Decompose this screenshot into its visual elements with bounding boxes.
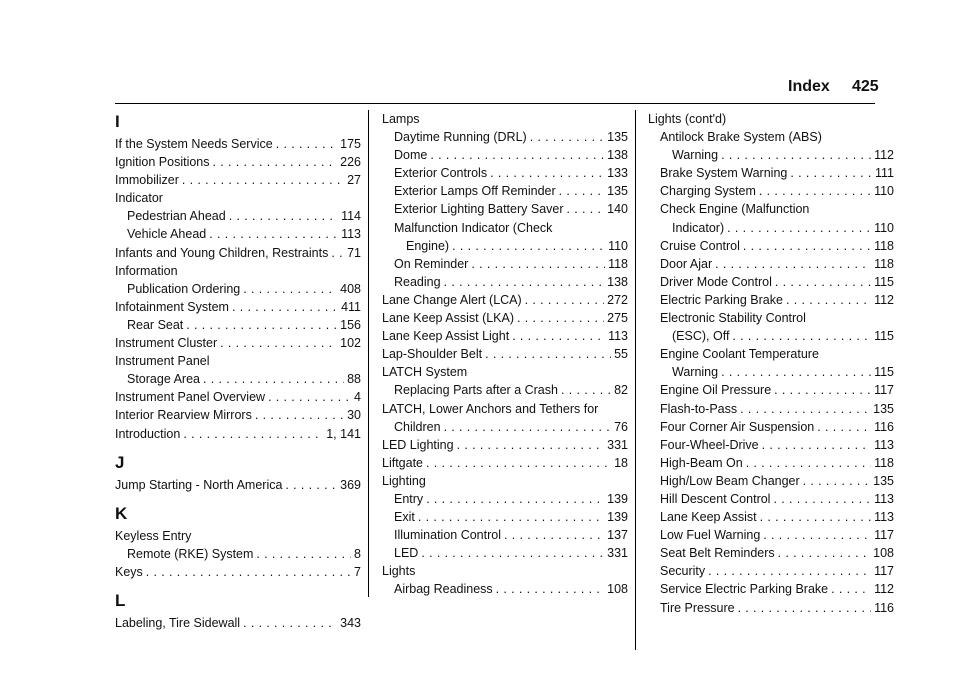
- index-subheading: Antilock Brake System (ABS): [660, 130, 822, 145]
- index-heading: Lights (cont'd): [648, 112, 727, 126]
- index-entry: If the System Needs Service . . . 175: [115, 135, 361, 153]
- index-subentry: Airbag Readiness . . . 108: [382, 580, 628, 598]
- index-subheading: Malfunction Indicator (Check: [394, 220, 553, 235]
- index-entry: Lap-Shoulder Belt . . . 55: [382, 345, 628, 363]
- page-header: [0, 78, 960, 104]
- index-subheading: Check Engine (Malfunction: [660, 202, 810, 217]
- index-subentry: Four-Wheel-Drive . . . 113: [648, 436, 894, 454]
- column-divider: [368, 110, 369, 597]
- index-subentry: Rear Seat . . . 156: [115, 316, 361, 334]
- index-entry: Ignition Positions . . . 226: [115, 153, 361, 171]
- index-heading: LATCH, Lower Anchors and Tethers for: [382, 401, 599, 416]
- index-subentry: Indicator) . . . 110: [648, 219, 894, 237]
- index-subentry: Engine) . . . 110: [382, 237, 628, 255]
- index-subentry: (ESC), Off . . . 115: [648, 327, 894, 345]
- index-subentry: Low Fuel Warning . . . 117: [648, 526, 894, 544]
- index-subentry: Replacing Parts after a Crash . . . 82: [382, 381, 628, 399]
- index-subentry: Exit . . . 139: [382, 508, 628, 526]
- index-subentry: Exterior Controls . . . 133: [382, 164, 628, 182]
- index-subentry: Cruise Control . . . 118: [648, 237, 894, 255]
- index-subentry: Dome . . . 138: [382, 146, 628, 164]
- index-entry: Jump Starting - North America . . . 369: [115, 476, 361, 494]
- index-subentry: Reading . . . 138: [382, 273, 628, 291]
- index-subentry: Publication Ordering . . . 408: [115, 280, 361, 298]
- index-subentry: Driver Mode Control . . . 115: [648, 273, 894, 291]
- index-subentry: Lane Keep Assist . . . 113: [648, 508, 894, 526]
- index-subentry: High/Low Beam Changer . . . 135: [648, 472, 894, 490]
- index-subentry: Entry . . . 139: [382, 490, 628, 508]
- section-letter: J: [115, 452, 125, 472]
- index-entry: Lane Keep Assist (LKA) . . . 275: [382, 309, 628, 327]
- index-subentry: Vehicle Ahead . . . 113: [115, 225, 361, 243]
- index-subentry: Remote (RKE) System . . . 8: [115, 545, 361, 563]
- index-subheading: Engine Coolant Temperature: [660, 347, 819, 362]
- index-entry: Lane Change Alert (LCA) . . . 272: [382, 291, 628, 309]
- index-column-2: [382, 110, 628, 599]
- index-entry: Interior Rearview Mirrors . . . 30: [115, 406, 361, 424]
- section-letter: K: [115, 503, 128, 523]
- index-entry: Introduction . . . 1, 141: [115, 425, 361, 443]
- index-subentry: LED . . . 331: [382, 544, 628, 562]
- index-entry: Immobilizer . . . 27: [115, 171, 361, 189]
- index-subentry: Exterior Lamps Off Reminder . . . 135: [382, 182, 628, 200]
- index-subentry: Hill Descent Control . . . 113: [648, 490, 894, 508]
- index-subentry: High-Beam On . . . 118: [648, 454, 894, 472]
- index-heading: Instrument Panel: [115, 354, 210, 369]
- index-column-3: [648, 110, 894, 617]
- index-heading: Lighting: [382, 473, 426, 488]
- column-divider: [635, 110, 636, 650]
- index-subentry: Illumination Control . . . 137: [382, 526, 628, 544]
- index-subentry: Engine Oil Pressure . . . 117: [648, 381, 894, 399]
- index-subentry: Seat Belt Reminders . . . 108: [648, 544, 894, 562]
- index-heading: Lights: [382, 564, 416, 579]
- index-entry: Infants and Young Children, Restraints . . . 71: [115, 244, 361, 262]
- index-entry: Instrument Cluster . . . 102: [115, 334, 361, 352]
- index-subentry: Flash-to-Pass . . . 135: [648, 400, 894, 418]
- index-subentry: Four Corner Air Suspension . . . 116: [648, 418, 894, 436]
- index-subentry: Warning . . . 112: [648, 146, 894, 164]
- index-entry: Liftgate . . . 18: [382, 454, 628, 472]
- index-subentry: On Reminder . . . 118: [382, 255, 628, 273]
- index-subentry: Service Electric Parking Brake . . . 112: [648, 580, 894, 598]
- index-subentry: Electric Parking Brake . . . 112: [648, 291, 894, 309]
- index-subentry: Daytime Running (DRL) . . . 135: [382, 128, 628, 146]
- page-number: 425: [852, 78, 879, 95]
- index-subentry: Exterior Lighting Battery Saver . . . 140: [382, 200, 628, 218]
- index-entry: Keys . . . 7: [115, 563, 361, 581]
- index-heading: LATCH System: [382, 365, 468, 380]
- index-entry: Labeling, Tire Sidewall . . . 343: [115, 614, 361, 632]
- index-entry: Lane Keep Assist Light . . . 113: [382, 327, 628, 345]
- index-heading: Indicator: [115, 191, 163, 206]
- index-subentry: Door Ajar . . . 118: [648, 255, 894, 273]
- index-subentry: Children . . . 76: [382, 418, 628, 436]
- index-heading: Lamps: [382, 112, 420, 126]
- index-heading: Keyless Entry: [115, 528, 192, 543]
- index-subentry: Security . . . 117: [648, 562, 894, 580]
- index-entry: Infotainment System . . . 411: [115, 298, 361, 316]
- index-heading: Information: [115, 263, 178, 278]
- index-subentry: Pedestrian Ahead . . . 114: [115, 207, 361, 225]
- index-subheading: Electronic Stability Control: [660, 311, 806, 326]
- section-letter: I: [115, 112, 120, 131]
- index-entry: Instrument Panel Overview . . . 4: [115, 388, 361, 406]
- index-subentry: Charging System . . . 110: [648, 182, 894, 200]
- page-title: Index: [788, 78, 830, 95]
- index-subentry: Tire Pressure . . . 116: [648, 599, 894, 617]
- index-subentry: Storage Area . . . 88: [115, 370, 361, 388]
- header-rule: [115, 103, 875, 104]
- index-column-1: [115, 110, 361, 632]
- index-subentry: Brake System Warning . . . 111: [648, 164, 894, 182]
- index-subentry: Warning . . . 115: [648, 363, 894, 381]
- index-entry: LED Lighting . . . 331: [382, 436, 628, 454]
- section-letter: L: [115, 590, 126, 610]
